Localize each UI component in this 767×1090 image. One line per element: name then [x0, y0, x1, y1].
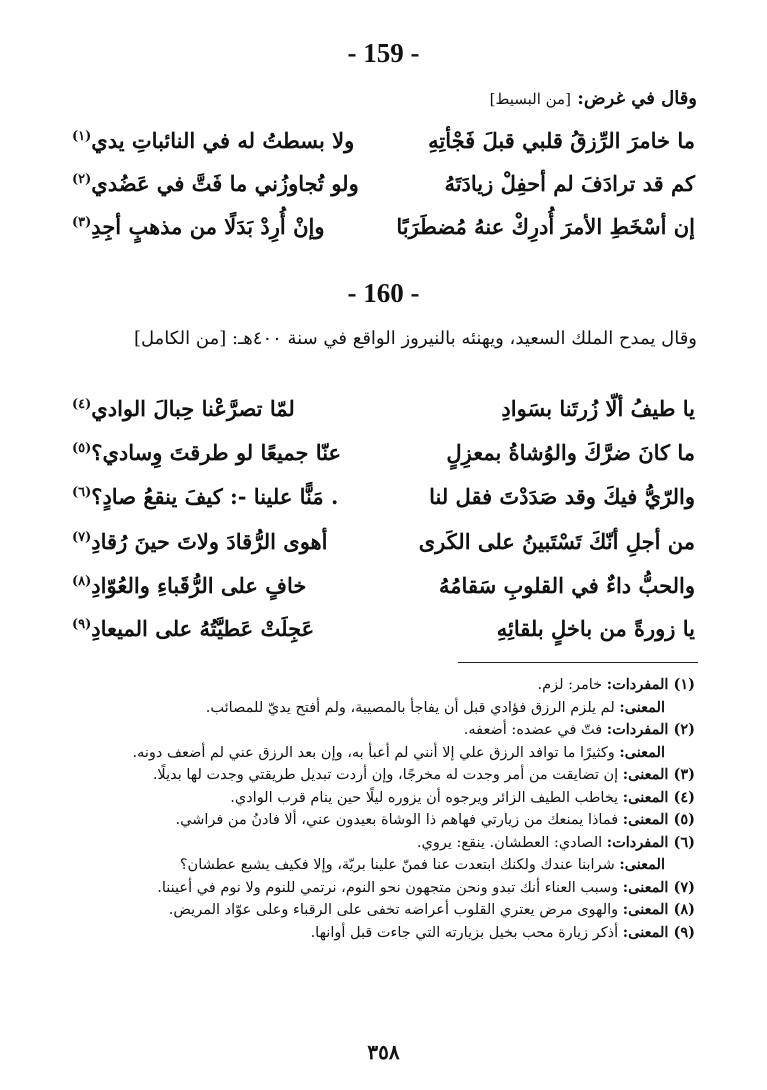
hemistich-second	[72, 484, 338, 509]
hemistich-second	[72, 573, 306, 598]
poem-159-intro-text: وقال في غرض:	[577, 88, 697, 109]
hemistich-second	[72, 529, 327, 554]
hemistich-text: أهوى الرُّقادَ ولاتَ حينَ رُقادِ	[91, 529, 328, 554]
footnote-label: (٧) المعنى:	[622, 878, 695, 896]
footnote	[60, 787, 695, 810]
hemistich-second	[72, 171, 359, 196]
footnotes	[60, 674, 695, 944]
hemistich-first: إن أسْخَطِ الأمرَ أُدرِكْ عنهُ مُضطَرَبًا	[396, 214, 695, 239]
footnote-label: (٤) المعنى:	[622, 788, 695, 806]
footnote-text: شرابنا عندك ولكنك ابتعدت عنا فمنّ علينا بريّة، وإلا فكيف يشبع عطشان؟	[179, 857, 620, 873]
poem-number-159: - 159 -	[347, 38, 420, 68]
hemistich-first: كم قد ترادَفَ لم أحفِلْ زيادَتَهُ	[444, 171, 695, 196]
footnote-text: خامر: لزم.	[537, 677, 607, 693]
hemistich-text: عَجِلَتْ عَطيَّتُهُ على الميعادِ	[91, 616, 315, 641]
footnote	[60, 877, 695, 900]
footnote	[60, 922, 695, 945]
footnote-label: (٣) المعنى:	[622, 766, 695, 783]
hemistich-first: يا طيفُ ألّا زُرتَنا بسَوادِ	[501, 396, 695, 421]
footnote-text: فماذا يمنعك من زيارتي فهاهم ذا الوشاة بعيدون عني، ألا فادنُ من فراشي.	[175, 812, 623, 828]
footnote-ref: (٥)	[72, 441, 92, 456]
hemistich-text: ولو تُجاوزُني ما فَتَّ في عَضُدي	[91, 171, 359, 196]
verse	[72, 573, 695, 613]
hemistich-first: ما خامرَ الرِّزقُ قلبي قبلَ فَجْأتِهِ	[428, 128, 695, 153]
hemistich-first: والرّيُّ فيكَ وقد صَدَدْتَ فقل لنا	[429, 484, 695, 509]
hemistich-first: ما كانَ ضرَّكَ والوُشاةُ بمعزِلٍ	[446, 440, 695, 465]
footnote-ref: (٣)	[72, 215, 92, 230]
verse	[72, 214, 695, 254]
verse	[72, 396, 695, 436]
footnote-label: المعنى:	[619, 698, 665, 716]
footnote-text: لم يلزم الرزق فؤادي قبل أن يفاجأ بالمصيبة، ولم أفتح يديّ للمصائب.	[205, 699, 620, 716]
poem-number-160: - 160 -	[347, 278, 420, 308]
footnote	[60, 697, 695, 720]
poem-159-meter: [من البسيط]	[489, 90, 571, 108]
page-number: ٣٥٨	[367, 1040, 400, 1064]
hemistich-first: والحبُّ داءٌ في القلوبِ سَقامُهُ	[439, 573, 695, 598]
footnote-ref: (٦)	[72, 485, 92, 500]
footnote-text: فتّ في عضده: أضعفه.	[463, 722, 607, 738]
hemistich-second	[72, 440, 341, 465]
hemistich-text: وإنْ أُرِدْ بَدَلًا من مذهبٍ أجِدِ	[91, 214, 325, 239]
hemistich-text: خافٍ على الرُّقَباءِ والعُوّادِ	[91, 573, 307, 598]
footnote-label: (١) المفردات:	[606, 676, 695, 693]
hemistich-first: يا زورةً من باخلٍ بلقائِهِ	[496, 616, 695, 641]
verse	[72, 484, 695, 524]
hemistich-second	[72, 616, 314, 641]
verse	[72, 440, 695, 480]
footnote-ref: (٢)	[72, 172, 92, 187]
footnote	[60, 809, 695, 832]
footnote-label: (٨) المعنى:	[622, 901, 695, 918]
footnote	[60, 674, 695, 697]
footnote	[60, 899, 695, 922]
hemistich-second	[72, 214, 324, 239]
footnote-text: وكثيرًا ما توافد الرزق علي إلا أنني لم أعبأ به، وإن بعد الرزق عني لم أضعف دونه.	[132, 744, 620, 761]
verse	[72, 128, 695, 168]
footnote	[60, 854, 695, 877]
poem-159-intro	[490, 88, 697, 109]
hemistich-second	[72, 128, 354, 153]
verse	[72, 171, 695, 211]
footnote-text: والهوى مرض يعتري القلوب أعراضه تخفى على الرقباء وعلى عوّاد المريض.	[168, 902, 623, 918]
poem-160-intro: وقال يمدح الملك السعيد، ويهنئه بالنيروز الواقع في سنة ٤٠٠هـ: [من الكامل]	[133, 328, 697, 349]
footnote-text: يخاطب الطيف الزائر ويرجوه أن يزوره ليلًا حين ينام قرب الوادي.	[230, 789, 623, 806]
footnote-text: أذكر زيارة محب بخيل بزيارته التي جاءت قبل أوانها.	[310, 924, 623, 941]
footnote-ref: (٧)	[72, 530, 92, 545]
footnote-text: وسبب العناء أنك تبدو ونحن متجهون نحو النوم، نرتمي للنوم ولا نوم في أعيننا.	[157, 879, 623, 896]
footnote-label: المعنى:	[619, 743, 665, 761]
verse	[72, 616, 695, 656]
hemistich-text: عنّا جميعًا لو طرقتَ وِسادي؟	[91, 440, 342, 465]
footnote-text: الصادي: العطشان. ينقع: يروي.	[416, 834, 607, 851]
footnote-label: (٢) المفردات:	[606, 721, 695, 738]
footnote-ref: (١)	[72, 129, 92, 144]
hemistich-text: . مَنًّا علينا -: كيفَ ينقعُ صادٍ؟	[91, 484, 339, 509]
hemistich-text: ولا بسطتُ له في النائباتِ يدي	[91, 128, 355, 153]
hemistich-second	[72, 396, 295, 421]
footnote-ref: (٤)	[72, 397, 92, 412]
footnote-label: (٩) المعنى:	[622, 923, 695, 941]
footnote	[60, 764, 695, 787]
hemistich-text: لمّا تصرَّعْنا حِبالَ الوادي	[91, 396, 295, 421]
footnote-ref: (٩)	[72, 617, 92, 632]
footnote-ref: (٨)	[72, 574, 92, 589]
footnote-label: (٥) المعنى:	[622, 811, 695, 828]
footnote	[60, 719, 695, 742]
footnote-separator	[458, 662, 698, 663]
footnote-label: (٦) المفردات:	[606, 833, 695, 851]
footnote	[60, 832, 695, 855]
footnote-label: المعنى:	[619, 856, 665, 873]
footnote	[60, 742, 695, 765]
verse	[72, 529, 695, 569]
footnote-text: إن تضايقت من أمر وجدت له مخرجًا، وإن أردت تبديل طريقتي وجدت لها بديلًا.	[152, 767, 623, 783]
hemistich-first: من أجلِ أنّكَ تَسْتَبينُ على الكَرى	[418, 529, 695, 554]
